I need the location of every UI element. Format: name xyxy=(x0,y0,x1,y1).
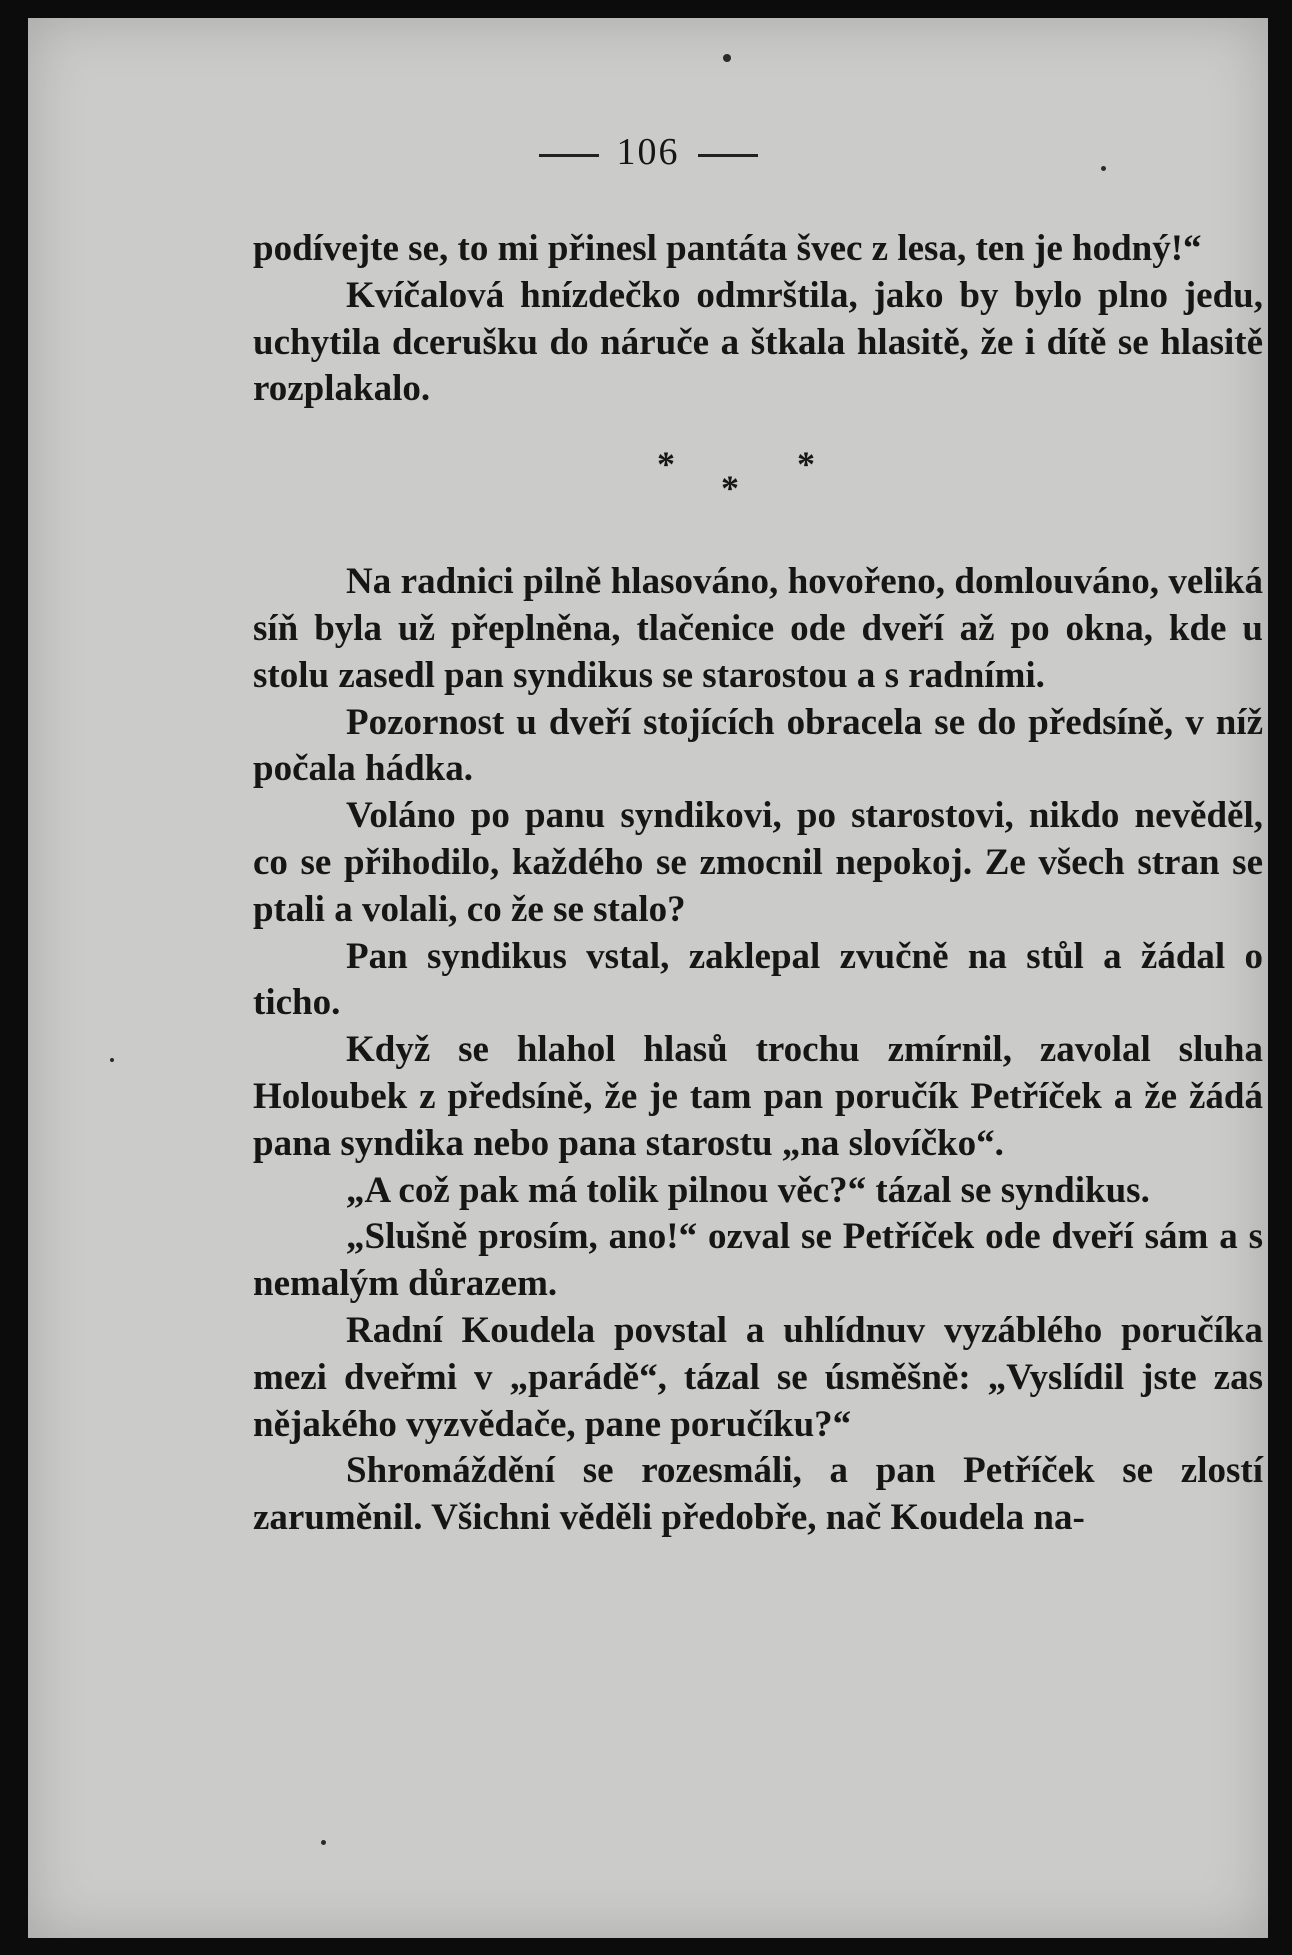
paragraph: Voláno po panu syndikovi, po starostovi, nikdo nevěděl, co se přihodilo, každého se zmocnil nepokoj. Ze všech stran se ptali a volali, co že se stalo? xyxy=(253,795,1263,930)
page-number: 106 xyxy=(616,131,680,173)
paragraph: Když se hlahol hlasů trochu zmírnil, zavolal sluha Holoubek z předsíně, že je tam pan poručík Petříček a že žádá pana syndika nebo pana starostu „na slovíčko“. xyxy=(253,1029,1263,1164)
asterisk: * xyxy=(721,468,739,509)
paragraph: Na radnici pilně hlasováno, hovořeno, domlouváno, veliká síň byla už přeplněna, tlačenice ode dveří až po okna, kde u stolu zasedl pan syndikus se starostou a s radními. xyxy=(253,561,1263,696)
paragraph: Pan syndikus vstal, zaklepal zvučně na stůl a žádal o ticho. xyxy=(253,935,1263,1024)
paper-speck xyxy=(723,54,731,62)
section-separator xyxy=(253,413,1263,559)
asterisk: * xyxy=(657,444,675,485)
paper-speck xyxy=(110,1058,114,1062)
paragraph: Kvíčalová hnízdečko odmrštila, jako by bylo plno jedu, uchytila dcerušku do náruče a štkala hlasitě, že i dítě se hlasitě rozplakalo. xyxy=(253,274,1263,410)
paragraph: Radní Koudela povstal a uhlídnuv vyzáblého poručíka mezi dveřmi v „parádě“, tázal se úsměšně: „Vyslídil jste zas nějakého vyzvědače, pane poručíku?“ xyxy=(253,1309,1263,1445)
page-header xyxy=(28,130,1268,174)
page-body xyxy=(253,226,1263,1542)
paragraph: „Slušně prosím, ano!“ ozval se Petříček ode dveří sám a s nemalým důrazem. xyxy=(253,1216,1263,1305)
paragraph: Pozornost u dveří stojících obracela se do předsíně, v níž počala hádka. xyxy=(253,701,1263,790)
paper-speck xyxy=(321,1840,326,1845)
asterisk: * xyxy=(797,444,815,485)
paragraph: Shromáždění se rozesmáli, a pan Petříček se zlostí zaruměnil. Všichni věděli předobře, nač Koudela na- xyxy=(253,1450,1263,1539)
book-page xyxy=(28,18,1268,1938)
header-dash-right xyxy=(698,154,758,157)
header-dash-left xyxy=(539,154,599,157)
paragraph: podívejte se, to mi přinesl pantáta švec z lesa, ten je hodný!“ xyxy=(253,228,1202,269)
paper-speck xyxy=(1101,166,1106,171)
paragraph: „A což pak má tolik pilnou věc?“ tázal se syndikus. xyxy=(346,1169,1150,1211)
